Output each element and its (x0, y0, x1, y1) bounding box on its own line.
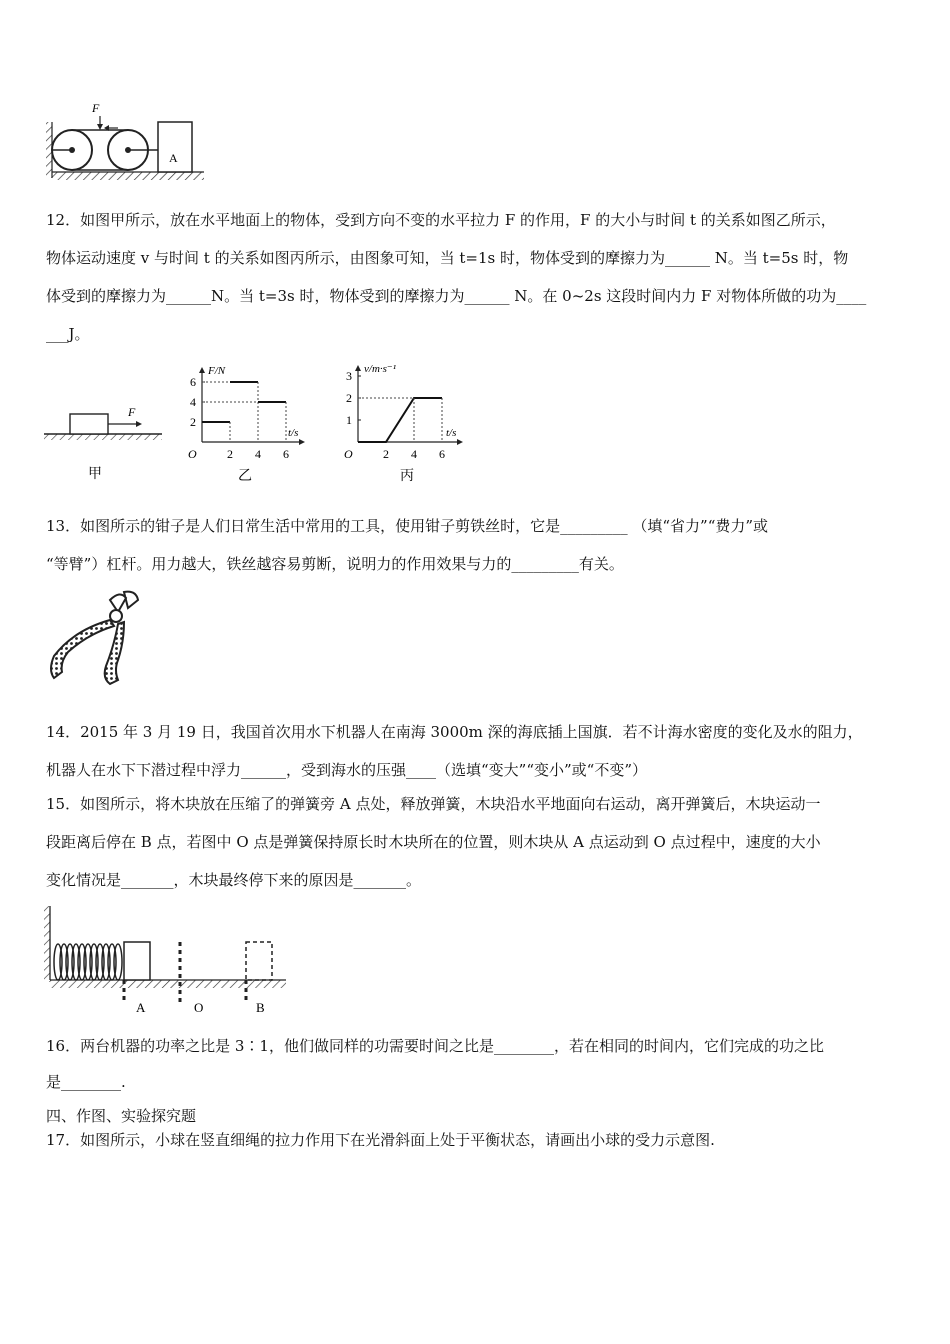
y-axis-label: F/N (208, 365, 226, 377)
graph-yi (182, 356, 322, 486)
q14-line-1: 14．2015 年 3 月 19 日，我国首次用水下机器人在南海 3000m 深的海底插上国旗．若不计海水密度的变化及水的阻力， (46, 723, 863, 741)
jia-force-label: F (128, 405, 136, 419)
graph-bing (336, 356, 486, 486)
section-4-title: 四、作图、实验探究题 (46, 1107, 197, 1125)
x-tick-label: 2 (227, 447, 233, 461)
point-o-label: O (194, 1000, 204, 1015)
q15-line-3: 变化情况是_______，木块最终停下来的原因是_______。 (46, 871, 422, 889)
graph-caption: 丙 (400, 469, 414, 484)
point-b-label: B (256, 1000, 265, 1015)
figure-jia (44, 396, 174, 486)
q14-line-2: 机器人在水下下潜过程中浮力______，受到海水的压强____（选填“变大”“变小”或“不变”） (46, 761, 648, 779)
q13-line-1: 13．如图所示的钳子是人们日常生活中常用的工具，使用钳子剪铁丝时，它是_________ （填“省力”“费力”或 (46, 517, 769, 535)
box-label: A (169, 151, 178, 165)
q12-line-3: 体受到的摩擦力为______N。当 t=3s 时，物体受到的摩擦力为______ N。在 0~2s 这段时间内力 F 对物体所做的功为____ (46, 287, 867, 305)
q16-line-1: 16．两台机器的功率之比是 3∶1，他们做同样的功需要时间之比是________，若在相同的时间内，它们完成的功之比 (46, 1037, 824, 1055)
q15-line-1: 15．如图所示，将木块放在压缩了的弹簧旁 A 点处，释放弹簧，木块沿水平地面向右运动，离开弹簧后，木块运动一 (46, 795, 821, 813)
q12-line-4: ___J。 (46, 325, 90, 343)
x-axis-arrow (299, 439, 305, 445)
q13-line-2: “等臂”）杠杆。用力越大，铁丝越容易剪断，说明力的作用效果与力的_________有关。 (46, 555, 624, 573)
origin-label: O (188, 447, 197, 461)
x-axis-label: t/s (446, 427, 457, 439)
y-tick-label: 6 (190, 375, 196, 389)
jia-caption: 甲 (88, 467, 102, 482)
x-tick-label: 4 (255, 447, 261, 461)
origin-label: O (344, 447, 353, 461)
pulley-figure (46, 98, 206, 186)
q17-line-1: 17．如图所示，小球在竖直细绳的拉力作用下在光滑斜面上处于平衡状态，请画出小球的受力示意图. (46, 1131, 715, 1149)
y-axis-arrow (355, 365, 361, 371)
spring-figure (44, 902, 288, 1016)
y-tick-label: 3 (346, 369, 352, 383)
force-label: F (92, 101, 100, 115)
x-tick-label: 4 (411, 447, 417, 461)
pliers-figure (44, 586, 144, 690)
y-tick-label: 4 (190, 395, 196, 409)
x-tick-label: 6 (439, 447, 445, 461)
y-axis-arrow (199, 367, 205, 373)
y-tick-label: 2 (346, 391, 352, 405)
y-tick-label: 2 (190, 415, 196, 429)
graph-caption: 乙 (238, 469, 252, 484)
q16-line-2: 是________. (46, 1073, 126, 1091)
q12-line-2: 物体运动速度 v 与时间 t 的关系如图丙所示，由图象可知，当 t=1s 时，物体受到的摩擦力为______ N。当 t=5s 时，物 (46, 249, 849, 267)
v-line (358, 398, 442, 442)
q12-line-1: 12．如图甲所示，放在水平地面上的物体，受到方向不变的水平拉力 F 的作用，F 的大小与时间 t 的关系如图乙所示， (46, 211, 836, 229)
x-axis-label: t/s (288, 427, 299, 439)
x-tick-label: 6 (283, 447, 289, 461)
y-tick-label: 1 (346, 413, 352, 427)
y-axis-label: v/m·s⁻¹ (364, 363, 397, 375)
x-tick-label: 2 (383, 447, 389, 461)
q15-line-2: 段距离后停在 B 点，若图中 O 点是弹簧保持原长时木块所在的位置，则木块从 A 点运动到 O 点过程中，速度的大小 (46, 833, 821, 851)
point-a-label: A (136, 1000, 146, 1015)
x-axis-arrow (457, 439, 463, 445)
